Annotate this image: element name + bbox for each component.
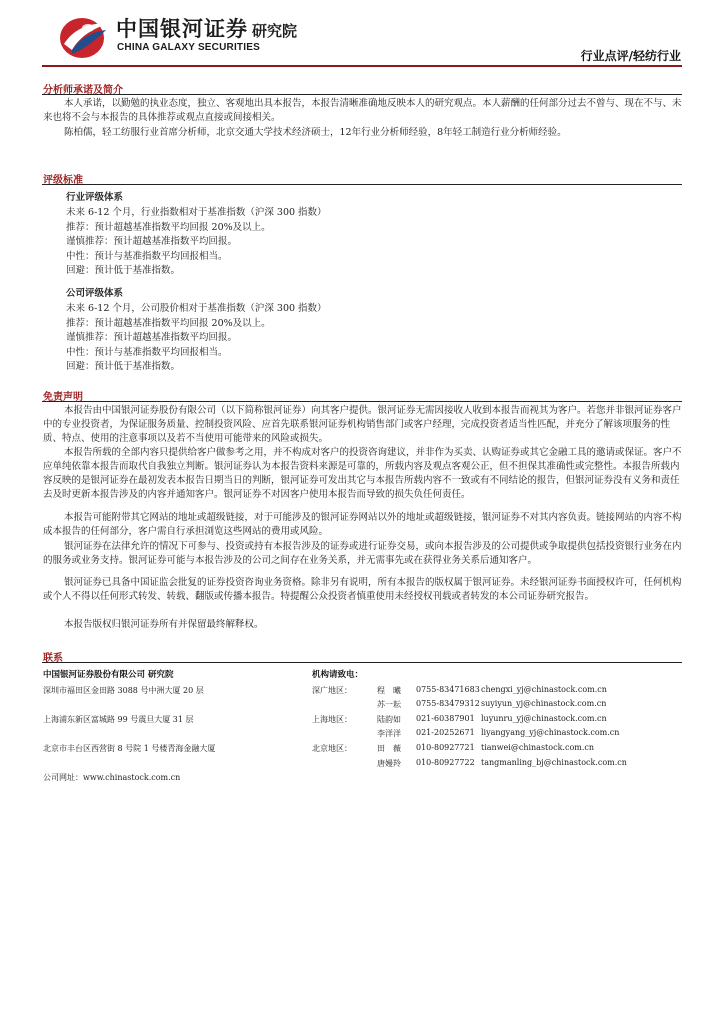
disclaimer-paragraph: 银河证券在法律允许的情况下可参与、投资或持有本报告涉及的证券或进行证券交易，或向本报告涉及的公司提供或争取提供包括投资银行业务在内的服务或业务支持。银河证券可能与本报告涉及的公司之间存在业务关系，并无需事先或在获得业务关系后通知客户。 [43,541,682,566]
industry-rating-heading: 行业评级体系 [66,192,124,203]
contact-person-name: 田 薇 [377,744,401,753]
company-rating-heading: 公司评级体系 [66,288,124,299]
contact-person-email[interactable]: luyunru_yj@chinastock.com.cn [481,714,607,723]
contact-person-phone[interactable]: 010-80927722 [416,758,475,767]
section-title-analyst: 分析师承诺及简介 [43,85,123,96]
company-website-link[interactable]: 公司网址：www.chinastock.com.cn [43,773,181,782]
disclaimer-paragraph: 本报告所载的全部内容只提供给客户做参考之用，并不构成对客户的投资咨询建议，并非作为买卖、认购证券或其它金融工具的邀请或保证。客户不应单纯依靠本报告而取代自我独立判断。银河证券认为本报告资料来源是可靠的，所载内容及观点客观公正，但不担保其准确性或完整性。本报告所载内容反映的是银河证券在最初发表本报告日期当日的判断，银河证券可发出其它与本报告所载内容不一致或有不同结论的报告，但银河证券没有义务和责任去及时更新本报告涉及的内容并通知客户。银河证券不对因客户使用本报告而导致的损失负任何责任。 [43,447,682,500]
industry-rating-line: 未来 6-12 个月，行业指数相对于基准指数（沪深 300 指数） [66,207,327,218]
contact-person-email[interactable]: tianwei@chinastock.com.cn [481,743,595,752]
disclaimer-paragraph: 银河证券已具备中国证监会批复的证券投资咨询业务资格。除非另有说明，所有本报告的版权属于银河证券。未经银河证券书面授权许可，任何机构或个人不得以任何形式转发、转载、翻版或传播本报告。特提醒公众投资者慎重使用未经授权刊载或者转发的本公司证券研究报告。 [43,577,682,602]
contact-person-name: 陆韵如 [377,715,401,724]
company-rating-line: 谨慎推荐：预计超越基准指数平均回报。 [66,332,238,343]
contact-person-name: 苏一耘 [377,700,401,709]
contact-address: 深圳市福田区金田路 3088 号中洲大厦 20 层 [43,686,204,695]
contact-region: 北京地区： [312,744,352,753]
analyst-bio: 陈柏儒，轻工纺服行业首席分析师，北京交通大学技术经济硕士，12年行业分析师经验，8年轻工制造行业分析师经验。 [64,127,567,138]
section-title-contact: 联系 [43,653,63,664]
contact-region: 上海地区： [312,715,352,724]
contact-person-phone[interactable]: 0755-83479312 [416,699,480,708]
contact-person-phone[interactable]: 010-80927721 [416,743,475,752]
brand-name-cn: 中国银河证券 [116,17,248,41]
company-rating-line: 中性：预计与基准指数平均回报相当。 [66,347,228,358]
contact-person-email[interactable]: chengxi_yj@chinastock.com.cn [481,685,607,694]
section-divider [42,401,682,402]
industry-rating-line: 回避：预计低于基准指数。 [66,265,181,276]
company-rating-line: 回避：预计低于基准指数。 [66,361,181,372]
brand-name-en: CHINA GALAXY SECURITIES [117,42,260,53]
header-divider [42,65,682,67]
section-divider [42,184,682,185]
analyst-commitment: 本人承诺，以勤勉的执业态度，独立、客观地出具本报告，本报告清晰准确地反映本人的研究观点。本人薪酬的任何部分过去不曾与、现在不与、未来也将不会与本报告的具体推荐或观点直接或间接相关。 [43,98,682,123]
section-title-disclaimer: 免责声明 [43,392,83,403]
industry-rating-line: 中性：预计与基准指数平均回报相当。 [66,251,228,262]
contact-region: 深广地区： [312,686,352,695]
section-divider [42,94,682,95]
contact-person-name: 程 曦 [377,686,401,695]
contact-address: 上海浦东新区富城路 99 号震旦大厦 31 层 [43,715,194,724]
disclaimer-paragraph: 本报告版权归银河证券所有并保留最终解释权。 [64,619,264,630]
galaxy-logo-icon [58,14,110,60]
disclaimer-paragraph: 本报告可能附带其它网站的地址或超级链接，对于可能涉及的银河证券网站以外的地址或超级链接，银河证券不对其内容负责。链接网站的内容不构成本报告的任何部分，客户需自行承担浏览这些网站的费用或风险。 [43,512,682,537]
contact-company-name: 中国银河证券股份有限公司 研究院 [43,670,174,680]
contact-person-phone[interactable]: 021-60387901 [416,714,475,723]
brand-department: 研究院 [252,22,298,40]
industry-rating-line: 谨慎推荐：预计超越基准指数平均回报。 [66,236,238,247]
contact-person-phone[interactable]: 0755-83471683 [416,685,480,694]
company-rating-line: 未来 6-12 个月，公司股价相对于基准指数（沪深 300 指数） [66,303,327,314]
contact-person-email[interactable]: tangmanling_bj@chinastock.com.cn [481,758,627,767]
contact-sales-heading: 机构请致电： [312,670,364,680]
company-rating-line: 推荐：预计超越基准指数平均回报 20%及以上。 [66,318,271,329]
contact-person-email[interactable]: suyiyun_yj@chinastock.com.cn [481,699,607,708]
report-category: 行业点评/轻纺行业 [580,49,681,63]
contact-person-name: 李洋洋 [377,729,401,738]
contact-person-email[interactable]: liyangyang_yj@chinastock.com.cn [481,728,620,737]
industry-rating-line: 推荐：预计超越基准指数平均回报 20%及以上。 [66,222,271,233]
contact-address: 北京市丰台区西营街 8 号院 1 号楼青海金融大厦 [43,744,216,753]
disclaimer-paragraph: 本报告由中国银河证券股份有限公司（以下简称银河证券）向其客户提供。银河证券无需因接收人收到本报告而视其为客户。若您并非银河证券客户中的专业投资者，为保证服务质量、控制投资风险、应首先联系银河证券机构销售部门或客户经理，完成投资者适当性匹配，并充分了解该项服务的性质、特点、使用的注意事项以及若不当使用可能带来的风险或损失。 [43,405,682,444]
section-divider [42,662,682,663]
contact-person-phone[interactable]: 021-20252671 [416,728,475,737]
contact-person-name: 唐嫚羚 [377,759,401,768]
section-title-rating: 评级标准 [43,175,83,186]
